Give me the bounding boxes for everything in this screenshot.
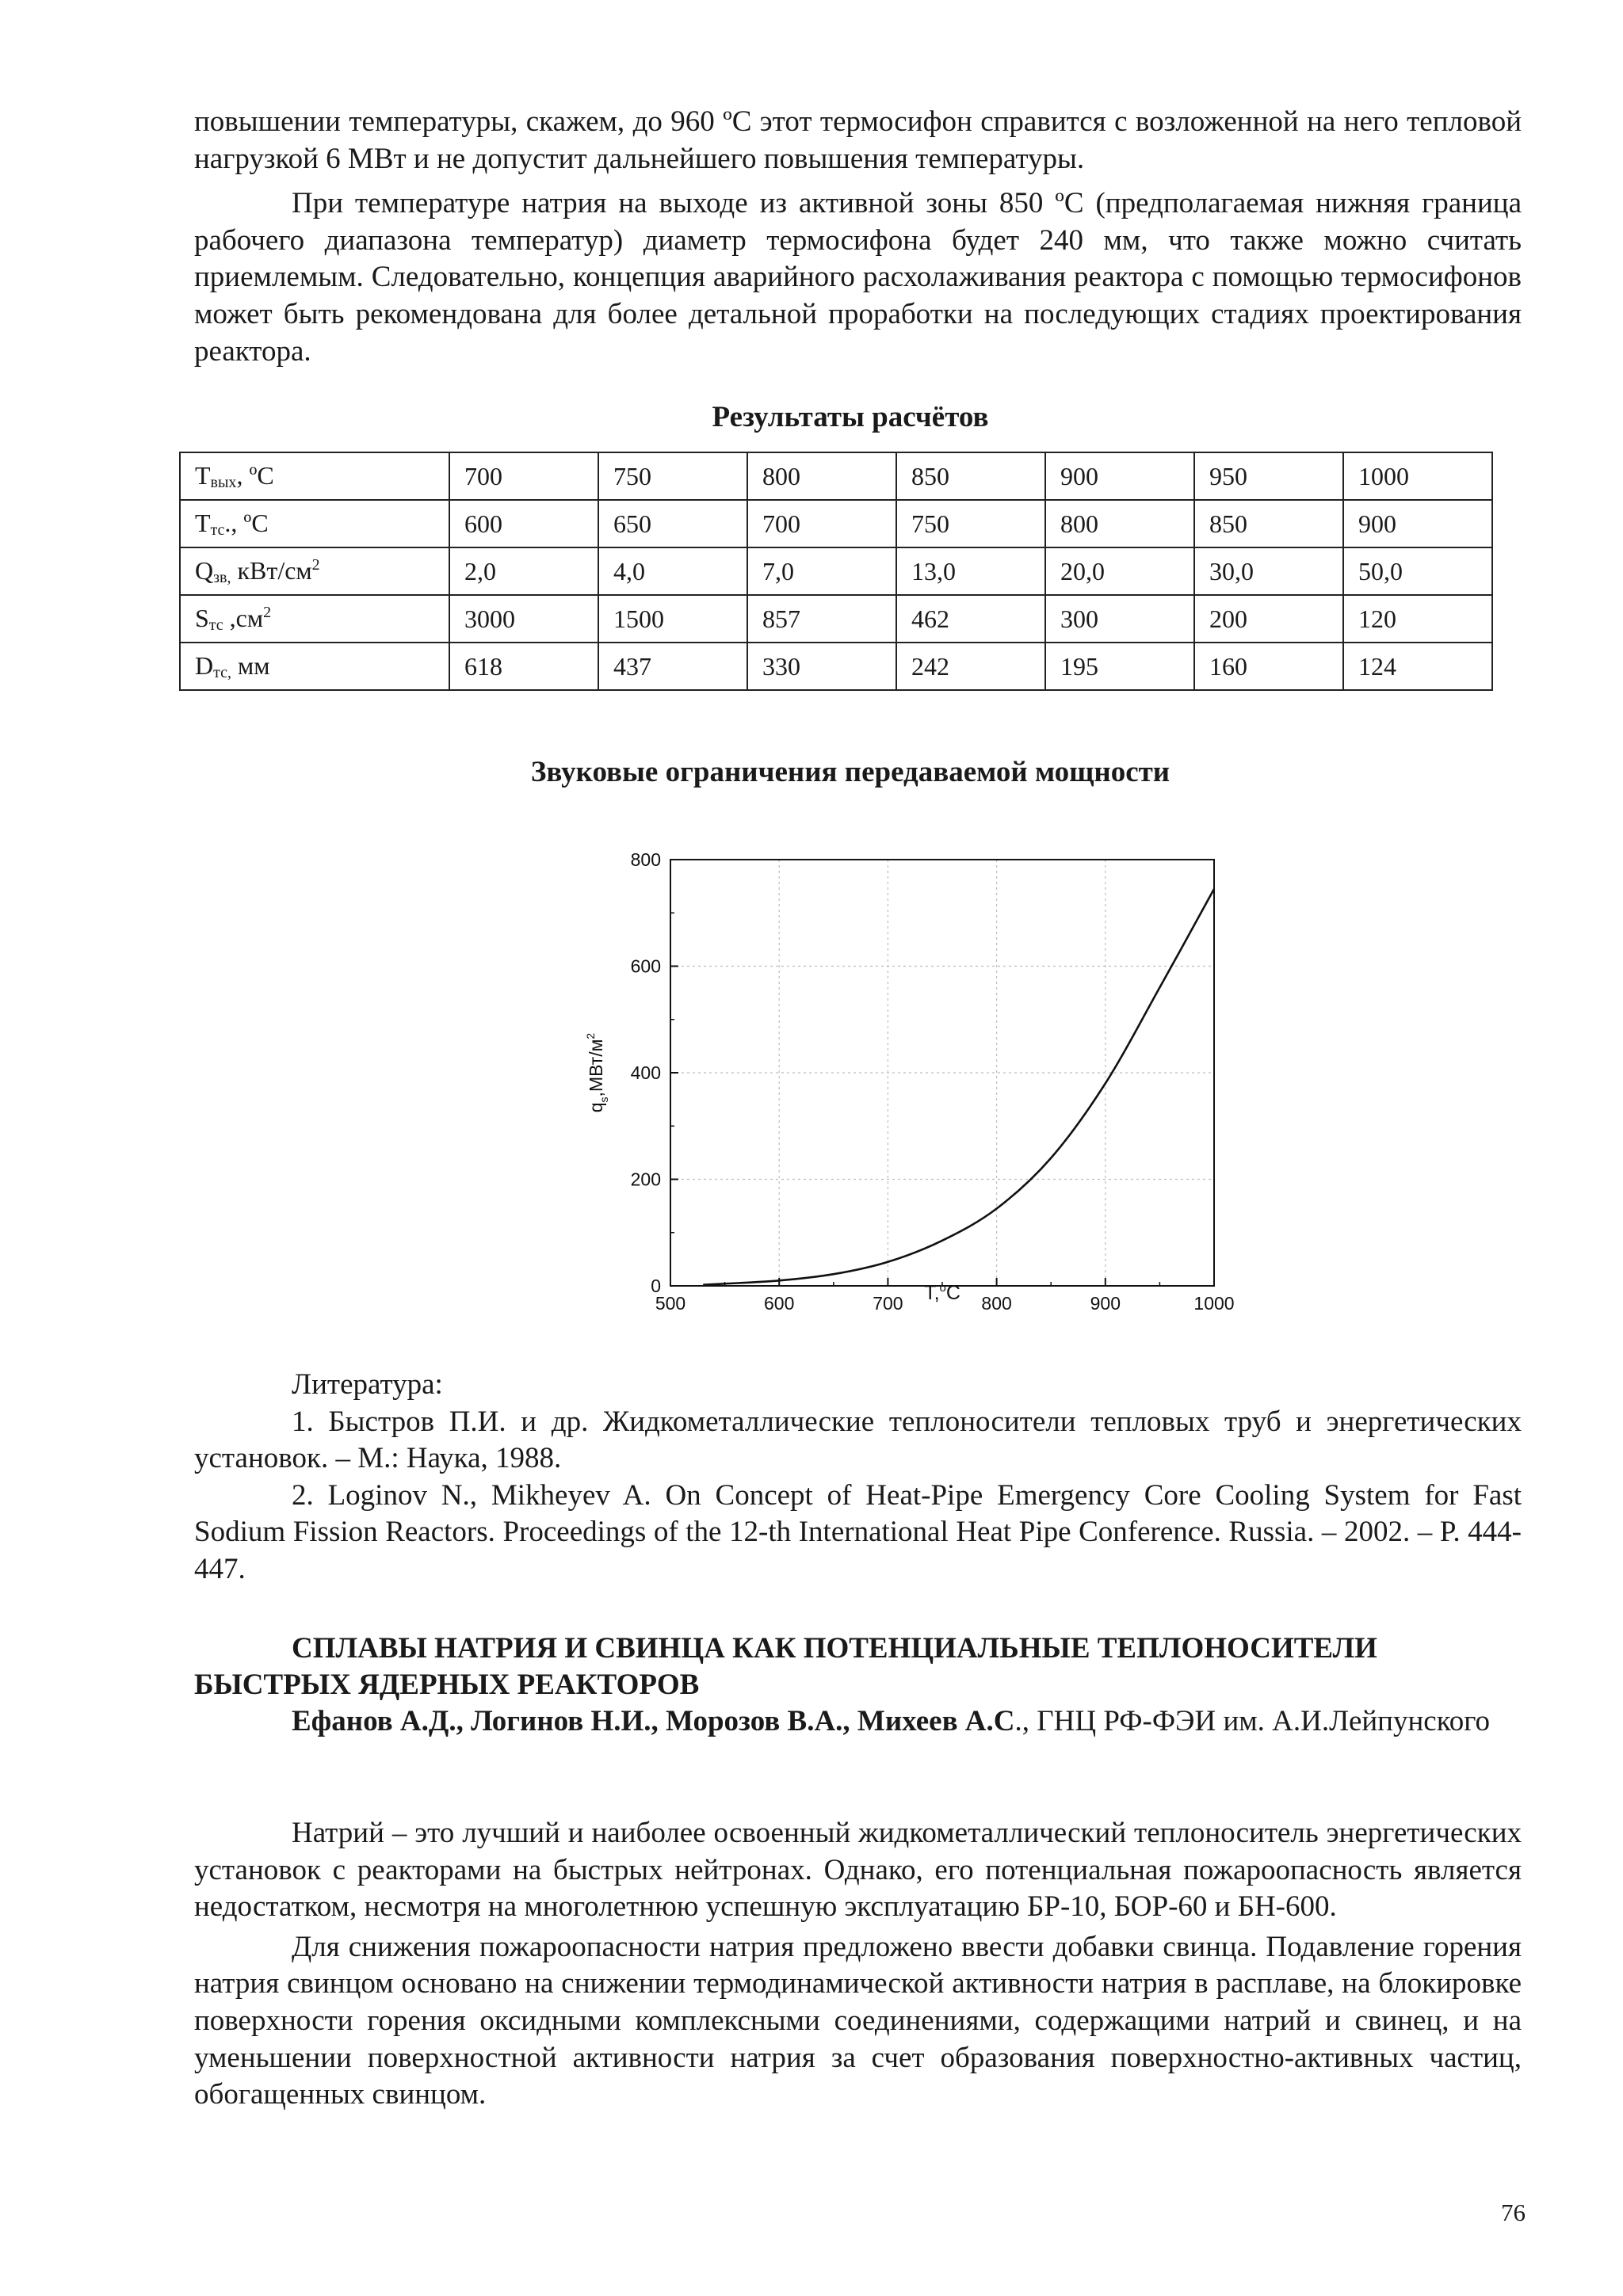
- row-label-unit: ., ºС: [224, 508, 269, 537]
- row-label: [180, 452, 449, 500]
- table-cell: 650: [598, 500, 747, 547]
- table-cell: 200: [1194, 595, 1343, 643]
- intro-paragraph-2: При температуре натрия на выходе из активной зоны 850 ºС (предполагаемая нижняя граница рабочего диапазона температур) диаметр термосифона будет 240 мм, что также можно считать приемлемым. Следовательно, концепция аварийного расхолаживания реактора с помощью термосифонов может быть рекомендована для более детальной проработки на последующих стадиях проектирования реактора.: [194, 187, 1522, 368]
- row-label: [180, 500, 449, 547]
- table-cell: 462: [896, 595, 1045, 643]
- y-axis-label-main: q: [586, 1102, 606, 1113]
- y-axis-label-sub: s: [598, 1097, 610, 1103]
- intro-paragraph-1: повышении температуры, скажем, до 960 ºС этот термосифон справится с возложенной на него тепловой нагрузкой 6 МВт и не допустит дальнейшего повышения температуры.: [194, 105, 1522, 175]
- references: [194, 1367, 1522, 1589]
- table-cell: 160: [1194, 643, 1343, 690]
- x-tick-label: 900: [1090, 1293, 1121, 1314]
- y-tick-labels: [631, 849, 661, 1296]
- reference-2: 2. Loginov N., Mikheyev A. On Concept of Heat-Pipe Emergency Core Cooling System for Fast Sodium Fission Reactors. Proceedings of the 12-th International Heat Pipe Conference. Russia. – 2002. – P. 444-447.: [194, 1478, 1522, 1585]
- results-table: [179, 452, 1493, 691]
- table-cell: 900: [1343, 500, 1492, 547]
- y-axis-label-sup: 2: [584, 1032, 597, 1039]
- x-axis-label: T,$^o$C: [924, 1281, 960, 1304]
- table-cell: 857: [747, 595, 896, 643]
- y-tick-label: 0: [651, 1276, 661, 1296]
- svg-text:qs,МВт/м2: [584, 1033, 610, 1113]
- y-axis-label-unit: ,МВт/м: [586, 1039, 606, 1097]
- table-row: [180, 500, 1492, 547]
- reference-1: 1. Быстров П.И. и др. Жидкометаллические теплоносители тепловых труб и энергетических установок. – М.: Наука, 1988.: [194, 1405, 1522, 1475]
- row-label-sup: 2: [311, 555, 320, 574]
- article-header: [194, 1630, 1522, 1741]
- table-cell: 900: [1045, 452, 1194, 500]
- table-cell: 242: [896, 643, 1045, 690]
- table-cell: 124: [1343, 643, 1492, 690]
- row-label-main: D: [195, 650, 214, 680]
- chart-title: Звуковые ограничения передаваемой мощности: [530, 756, 1170, 788]
- table-cell: 20,0: [1045, 547, 1194, 595]
- table-title: Результаты расчётов: [712, 401, 989, 433]
- table-cell: 300: [1045, 595, 1194, 643]
- row-label-sub: тс,: [213, 663, 231, 681]
- x-axis-label-sup: o: [939, 1281, 946, 1295]
- table-cell: 1000: [1343, 452, 1492, 500]
- table-cell: 7,0: [747, 547, 896, 595]
- article-body: [194, 1815, 1522, 2114]
- table-cell: 120: [1343, 595, 1492, 643]
- table-cell: 950: [1194, 452, 1343, 500]
- table-row: [180, 643, 1492, 690]
- table-cell: 30,0: [1194, 547, 1343, 595]
- table-cell: 800: [747, 452, 896, 500]
- row-label-unit: кВт/см: [231, 555, 312, 585]
- x-tick-label: 700: [873, 1293, 903, 1314]
- intro-block: [194, 104, 1522, 370]
- row-label-sup: 2: [263, 603, 272, 621]
- references-heading: Литература:: [292, 1368, 443, 1401]
- chart-grid: [670, 860, 1214, 1286]
- article-authors: [194, 1703, 1522, 1741]
- row-label-sub: тс: [210, 521, 225, 539]
- row-label-unit: ,см: [223, 603, 264, 632]
- table-row: [180, 547, 1492, 595]
- article-title-line-1: СПЛАВЫ НАТРИЯ И СВИНЦА КАК ПОТЕНЦИАЛЬНЫЕ ТЕПЛОНОСИТЕЛИ: [292, 1632, 1377, 1665]
- authors-affiliation: ., ГНЦ РФ-ФЭИ им. А.И.Лейпунского: [1014, 1705, 1491, 1737]
- table-cell: 600: [449, 500, 598, 547]
- x-axis-label-text: T,: [924, 1282, 940, 1304]
- y-tick-label: 200: [630, 1169, 661, 1190]
- y-tick-label: 600: [630, 955, 661, 977]
- table-cell: 2,0: [449, 547, 598, 595]
- table-cell: 618: [449, 643, 598, 690]
- y-tick-label: 800: [630, 849, 661, 870]
- article-paragraph-1: Натрий – это лучший и наиболее освоенный жидкометаллический теплоноситель энергетических установок с реакторами на быстрых нейтронах. Однако, его потенциальная пожароопасность является недостатком, несмотря на многолетнюю успешную эксплуатацию БР-10, БОР-60 и БН-600.: [194, 1817, 1522, 1924]
- table-cell: 50,0: [1343, 547, 1492, 595]
- row-label-sub: зв,: [213, 568, 231, 586]
- article-paragraph-2: Для снижения пожароопасности натрия предложено ввести добавки свинца. Подавление горения натрия свинцом основано на снижении термодинамической активности натрия в расплаве, на блокировке поверхности горения оксидными комплексными соединениями, содержащими натрий и свинец, и на уменьшении поверхностной активности натрия за счет образования поверхностно-активных частиц, обогащенных свинцом.: [194, 1930, 1522, 2111]
- article-title-line-2: БЫСТРЫХ ЯДЕРНЫХ РЕАКТОРОВ: [194, 1669, 700, 1701]
- x-tick-labels: [655, 1293, 1235, 1314]
- row-label-sub: тс: [208, 616, 223, 634]
- table-cell: 4,0: [598, 547, 747, 595]
- row-label: [180, 547, 449, 595]
- table-cell: 195: [1045, 643, 1194, 690]
- row-label-unit: , ºС: [236, 460, 274, 490]
- table-cell: 700: [747, 500, 896, 547]
- row-label: [180, 643, 449, 690]
- x-tick-label: 500: [655, 1293, 686, 1314]
- authors-names: Ефанов А.Д., Логинов Н.И., Морозов В.А., Михеев А.С: [292, 1705, 1015, 1737]
- table-cell: 330: [747, 643, 896, 690]
- x-tick-label: 800: [981, 1293, 1012, 1314]
- row-label-main: Q: [195, 555, 214, 585]
- table-row: [180, 595, 1492, 643]
- row-label-unit: мм: [231, 650, 270, 680]
- table-cell: 13,0: [896, 547, 1045, 595]
- row-label-sub: вых: [210, 473, 237, 491]
- table-cell: 850: [896, 452, 1045, 500]
- table-cell: 850: [1194, 500, 1343, 547]
- row-label-main: Т: [195, 460, 211, 490]
- x-tick-label: 1000: [1193, 1293, 1235, 1314]
- table-cell: 750: [896, 500, 1045, 547]
- row-label-main: S: [195, 603, 209, 632]
- row-label: [180, 595, 449, 643]
- x-tick-label: 600: [764, 1293, 795, 1314]
- table-cell: 750: [598, 452, 747, 500]
- table-cell: 437: [598, 643, 747, 690]
- table-cell: 800: [1045, 500, 1194, 547]
- table-cell: 3000: [449, 595, 598, 643]
- series-line-qs: [703, 889, 1214, 1285]
- sound-limit-chart: [555, 824, 1268, 1315]
- page-number: 76: [1501, 2199, 1526, 2226]
- table-row: [180, 452, 1492, 500]
- row-label-main: Т: [195, 508, 211, 537]
- y-axis-label: [584, 1033, 610, 1113]
- y-tick-label: 400: [630, 1062, 661, 1083]
- table-cell: 1500: [598, 595, 747, 643]
- table-cell: 700: [449, 452, 598, 500]
